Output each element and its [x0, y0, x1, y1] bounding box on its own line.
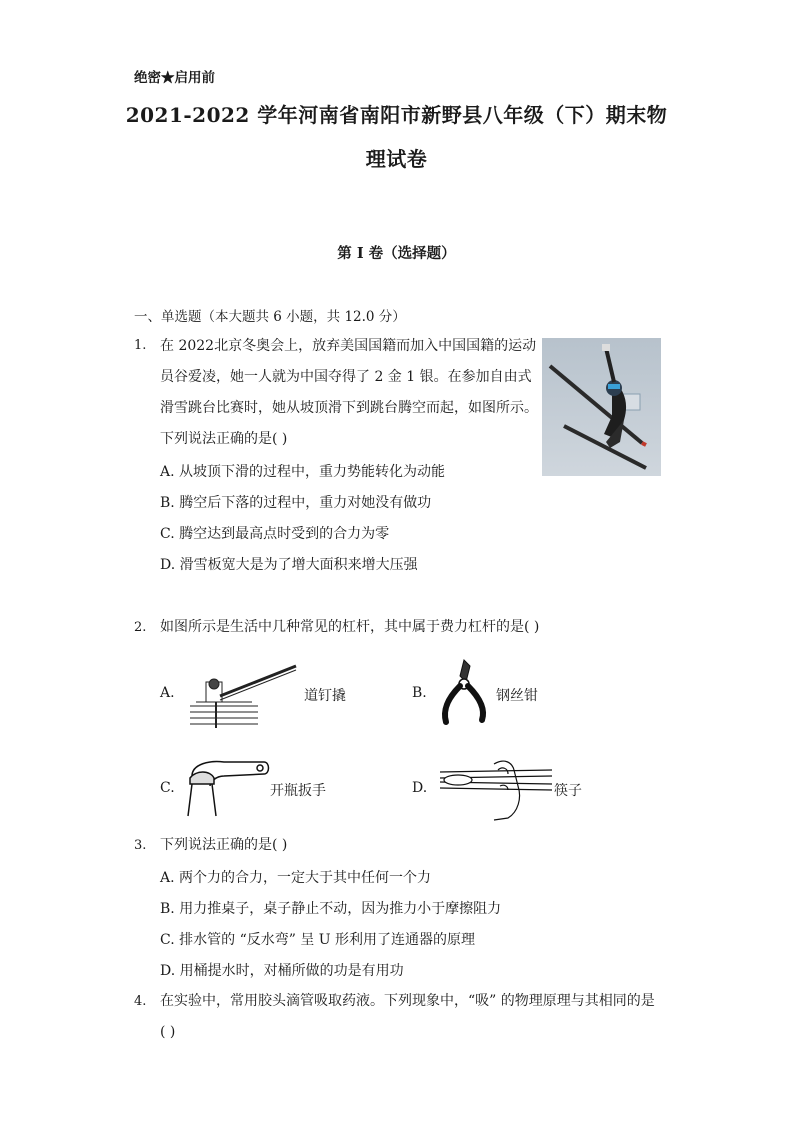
question-number: 4.	[134, 994, 147, 1009]
question-text-line: 下列说法正确的是( )	[160, 431, 288, 447]
question-text-line: 如图所示是生活中几种常见的杠杆，其中属于费力杠杆的是( )	[160, 619, 540, 635]
option-a: A. 从坡顶下滑的过程中，重力势能转化为动能	[160, 464, 446, 480]
section-heading: 一、单选题（本大题共 6 小题，共 12.0 分）	[134, 309, 406, 325]
section-title: 第 I 卷（选择题）	[337, 245, 456, 262]
nail-puller-icon	[186, 662, 301, 732]
option-c-label: 开瓶扳手	[270, 783, 326, 799]
option-b: B. 用力推桌子，桌子静止不动，因为推力小于摩擦阻力	[160, 901, 502, 917]
option-a-letter: A.	[160, 685, 175, 701]
option-d-label: 筷子	[554, 783, 582, 799]
chopsticks-icon	[438, 756, 554, 822]
option-b: B. 腾空后下落的过程中，重力对她没有做功	[160, 495, 432, 511]
exam-title-line1: 2021-2022 学年河南省南阳市新野县八年级（下）期末物	[125, 103, 668, 127]
option-b-letter: B.	[412, 685, 427, 701]
confidential-mark: 绝密★启用前	[134, 70, 215, 86]
exam-title-line2: 理试卷	[365, 147, 428, 171]
question-number: 2.	[134, 620, 147, 635]
question-text-line: 滑雪跳台比赛时，她从坡顶滑下到跳台腾空而起，如图所示。	[160, 400, 538, 416]
option-a: A. 两个力的合力，一定大于其中任何一个力	[160, 870, 432, 886]
option-d: D. 滑雪板宽大是为了增大面积来增大压强	[160, 557, 418, 573]
option-a-label: 道钉撬	[304, 688, 346, 704]
option-c: C. 腾空达到最高点时受到的合力为零	[160, 526, 390, 542]
option-d-letter: D.	[412, 780, 428, 796]
question-text-line: 下列说法正确的是( )	[160, 837, 288, 853]
bottle-opener-icon	[180, 756, 270, 818]
question-text-line: 在 2022北京冬奥会上，放弃美国国籍而加入中国国籍的运动	[160, 338, 537, 354]
question-text-line: 员谷爱凌，她一人就为中国夺得了 2 金 1 银。在参加自由式	[160, 369, 532, 385]
option-c: C. 排水管的 “反水弯” 呈 U 形利用了连通器的原理	[160, 932, 476, 948]
skier-photo	[542, 338, 661, 476]
pliers-icon	[436, 656, 492, 728]
option-c-letter: C.	[160, 780, 175, 796]
option-b-label: 钢丝钳	[496, 688, 538, 704]
question-number: 3.	[134, 838, 147, 853]
option-d: D. 用桶提水时，对桶所做的功是有用功	[160, 963, 404, 979]
question-text-line: 在实验中，常用胶头滴管吸取药液。下列现象中，“吸” 的物理原理与其相同的是	[160, 993, 655, 1009]
question-number: 1.	[134, 338, 147, 353]
question-text-line: ( )	[160, 1024, 176, 1040]
